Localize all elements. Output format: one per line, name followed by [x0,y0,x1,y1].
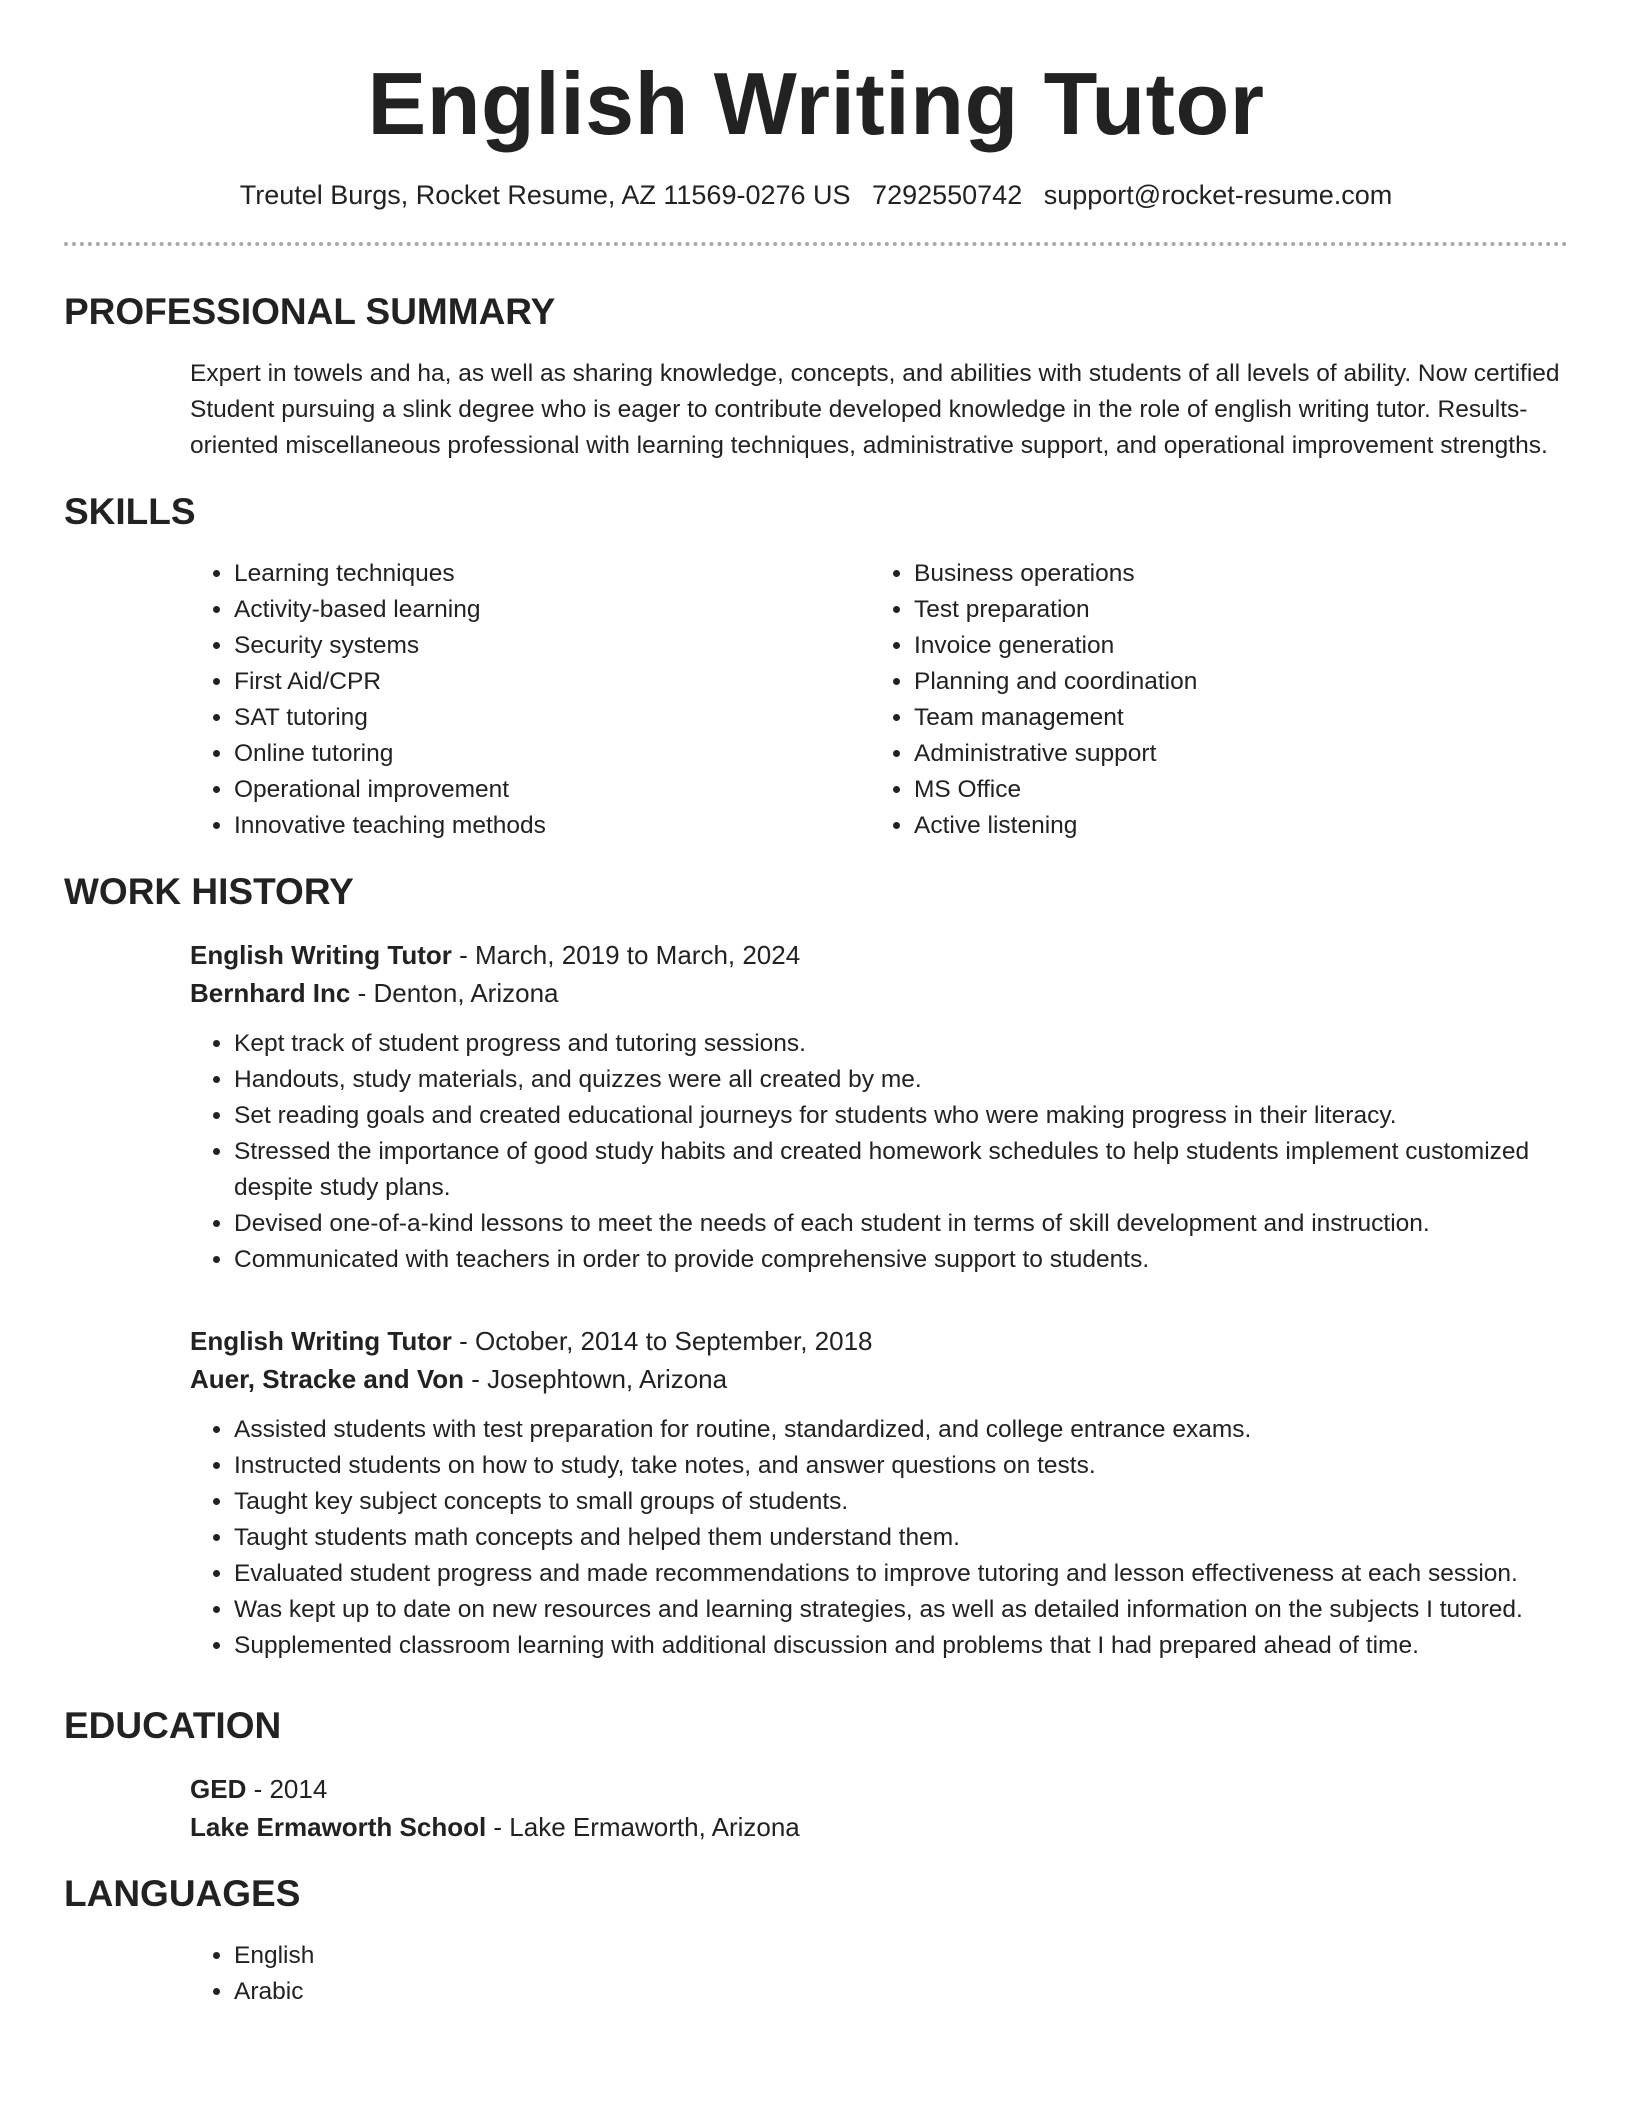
job-location: - Denton, Arizona [350,978,559,1008]
job-title: English Writing Tutor [190,940,452,970]
skills-heading: SKILLS [64,491,196,532]
job-duty-item: • Kept track of student progress and tutoring sessions. [234,1026,1568,1062]
contact-phone: 7292550742 [872,180,1023,210]
job-duty-item: • Instructed students on how to study, take notes, and answer questions on tests. [234,1448,1568,1484]
summary-heading: PROFESSIONAL SUMMARY [64,291,556,332]
education-heading: EDUCATION [64,1705,282,1746]
job-company: Auer, Stracke and Von [190,1364,465,1394]
job-title-line [190,1322,1568,1360]
job-duty-item: • Supplemented classroom learning with additional discussion and problems that I had prepared ahead of time. [234,1628,1568,1664]
skill-item: • Active listening [914,808,1550,844]
job-duty-item: • Devised one-of-a-kind lessons to meet the needs of each student in terms of skill development and instruction. [234,1206,1568,1242]
job-duties [190,1026,1568,1278]
skill-item: • SAT tutoring [234,700,870,736]
contact-line [64,178,1568,212]
job-entry [190,1322,1568,1664]
skill-item: • First Aid/CPR [234,664,870,700]
skill-item: • Invoice generation [914,628,1550,664]
summary-text: Expert in towels and ha, as well as sharing knowledge, concepts, and abilities with students of all levels of ability. Now certified Student pursuing a slink degree who is eager to contribute developed knowledge in the role of english writing tutor. Results-oriented miscellaneous professional with learning techniques, administrative support, and operational improvement strengths. [190,360,1560,459]
work-history-section [64,936,1568,1664]
job-duty-item: • Evaluated student progress and made recommendations to improve tutoring and lesson effectiveness at each session. [234,1556,1568,1592]
education-school-line [190,1808,1568,1846]
contact-address: Treutel Burgs, Rocket Resume, AZ 11569-0276 US [239,180,851,210]
language-item: • Arabic [234,1974,1568,2010]
work-history-heading: WORK HISTORY [64,871,354,912]
job-company: Bernhard Inc [190,978,351,1008]
skills-grid [190,556,1568,844]
job-duty-item: • Taught students math concepts and helped them understand them. [234,1520,1568,1556]
job-title-line [190,936,1568,974]
skills-column-right [870,556,1550,844]
skills-section [64,556,1568,844]
job-company-line [190,974,1568,1012]
language-item: • English [234,1938,1568,1974]
job-entry [190,936,1568,1278]
education-school: Lake Ermaworth School [190,1812,487,1842]
skill-item: • Security systems [234,628,870,664]
skill-item: • Innovative teaching methods [234,808,870,844]
skill-item: • Test preparation [914,592,1550,628]
skill-item: • Administrative support [914,736,1550,772]
skill-item: • Online tutoring [234,736,870,772]
skill-item: • Operational improvement [234,772,870,808]
job-duty-item: • Set reading goals and created educational journeys for students who were making progress in their literacy. [234,1098,1568,1134]
skill-item: • Team management [914,700,1550,736]
header-divider [64,242,1568,246]
job-duty-item: • Taught key subject concepts to small groups of students. [234,1484,1568,1520]
languages-section [64,1938,1568,2010]
education-degree: GED [190,1774,247,1804]
job-duties [190,1412,1568,1664]
job-duty-item: • Assisted students with test preparation for routine, standardized, and college entrance exams. [234,1412,1568,1448]
education-year: - 2014 [246,1774,328,1804]
skill-item: • Activity-based learning [234,592,870,628]
job-dates: - March, 2019 to March, 2024 [451,940,801,970]
education-degree-line [190,1770,1568,1808]
job-duty-item: • Stressed the importance of good study habits and created homework schedules to help students implement customized despite study plans. [234,1134,1568,1206]
job-title: English Writing Tutor [190,1326,452,1356]
resume-title: English Writing Tutor [367,54,1265,153]
job-duty-item: • Handouts, study materials, and quizzes were all created by me. [234,1062,1568,1098]
education-section [64,1770,1568,1846]
skills-column-left [190,556,870,844]
contact-email: support@rocket-resume.com [1043,180,1393,210]
skill-item: • Learning techniques [234,556,870,592]
job-duty-item: • Was kept up to date on new resources and learning strategies, as well as detailed information on the subjects I tutored. [234,1592,1568,1628]
skill-item: • Business operations [914,556,1550,592]
skill-item: • Planning and coordination [914,664,1550,700]
job-dates: - October, 2014 to September, 2018 [451,1326,873,1356]
job-company-line [190,1360,1568,1398]
languages-heading: LANGUAGES [64,1873,301,1914]
job-location: - Josephtown, Arizona [464,1364,728,1394]
education-location: - Lake Ermaworth, Arizona [486,1812,800,1842]
job-duty-item: • Communicated with teachers in order to provide comprehensive support to students. [234,1242,1568,1278]
skill-item: • MS Office [914,772,1550,808]
summary-section [64,356,1568,464]
